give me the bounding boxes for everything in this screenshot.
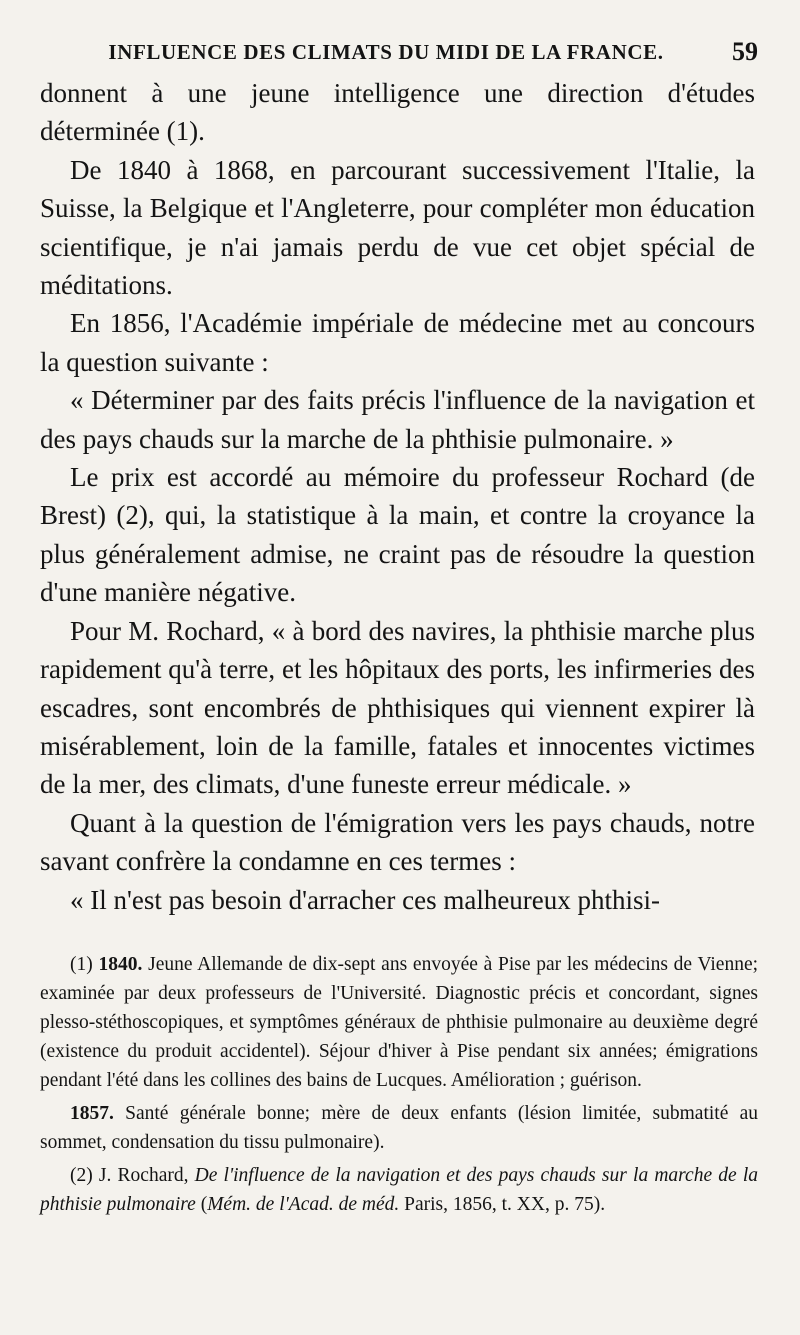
- footnote-marker: (1): [70, 954, 93, 975]
- footnote-marker: (2): [70, 1165, 93, 1186]
- footnote-text: Jeune Allemande de dix-sept ans envoyée à Pise par les médecins de Vienne; examinée par deux professeurs de l'Université. Diagnostic précis et concordant, signes plesso-stéthoscopiques, et symptômes généraux de phthisie pulmonaire au deuxième degré (existence du produit accidentel). Séjour d'hiver à Pise pendant six années; émigrations pendant l'été dans les collines des bains de Lucques. Amélioration ; guérison.: [40, 954, 759, 1091]
- footnotes: [40, 950, 758, 1219]
- footnote-year: 1857.: [70, 1103, 114, 1124]
- footnote-1-continued: [40, 1099, 758, 1157]
- footnote-publication: Paris, 1856, t. XX, p. 75).: [404, 1194, 606, 1215]
- footnote-1: [40, 950, 758, 1095]
- footnote-source: Mém. de l'Acad. de méd.: [207, 1194, 400, 1215]
- footnote-work-title: De l'influence de la navigation et des pays chauds sur la marche de la phthisie pulmonaire: [40, 1165, 759, 1215]
- paragraph-prize: Le prix est accordé au mémoire du professeur Rochard (de Brest) (2), qui, la statistique à la main, et contre la croyance la plus généralement admise, ne craint pas de résoudre la question d'une manière négative.: [40, 462, 755, 608]
- footnote-source-open: (: [200, 1194, 208, 1215]
- footnote-year: 1840.: [98, 954, 143, 975]
- page-header: [40, 34, 758, 70]
- footnote-2: [40, 1161, 758, 1219]
- page-number: 59: [732, 37, 758, 66]
- paragraph-travels: De 1840 à 1868, en parcourant successivement l'Italie, la Suisse, la Belgique et l'Angleterre, pour compléter mon éducation scientifique, je n'ai jamais perdu de vue cet objet spécial de méditations.: [40, 154, 755, 301]
- paragraph-contest-question: « Déterminer par des faits précis l'influence de la navigation et des pays chauds sur la marche de la phthisie pulmonaire. »: [40, 385, 755, 454]
- paragraph-emigration: Quant à la question de l'émigration vers les pays chauds, notre savant confrère la condamne en ces termes :: [40, 807, 755, 877]
- paragraph-continuation: donnent à une jeune intelligence une direction d'études déterminée (1).: [40, 78, 755, 147]
- main-text: [40, 74, 755, 919]
- footnote-author: J. Rochard,: [98, 1165, 189, 1186]
- footnote-text: Santé générale bonne; mère de deux enfants (lésion limitée, submatité au sommet, condensation du tissu pulmonaire).: [40, 1103, 759, 1153]
- paragraph-rochard-quote: Pour M. Rochard, « à bord des navires, la phthisie marche plus rapidement qu'à terre, et les hôpitaux des ports, les infirmeries des escadres, sont encombrés de phthisiques qui viennent expirer là misérablement, loin de la famille, fatales et innocentes victimes de la mer, des climats, d'une funeste erreur médicale. »: [40, 615, 755, 800]
- paragraph-quote-start: « Il n'est pas besoin d'arracher ces malheureux phthisi-: [70, 884, 661, 915]
- running-title: INFLUENCE DES CLIMATS DU MIDI DE LA FRANCE.: [108, 39, 664, 64]
- paragraph-academy-contest: En 1856, l'Académie impériale de médecine met au concours la question suivante :: [40, 308, 755, 377]
